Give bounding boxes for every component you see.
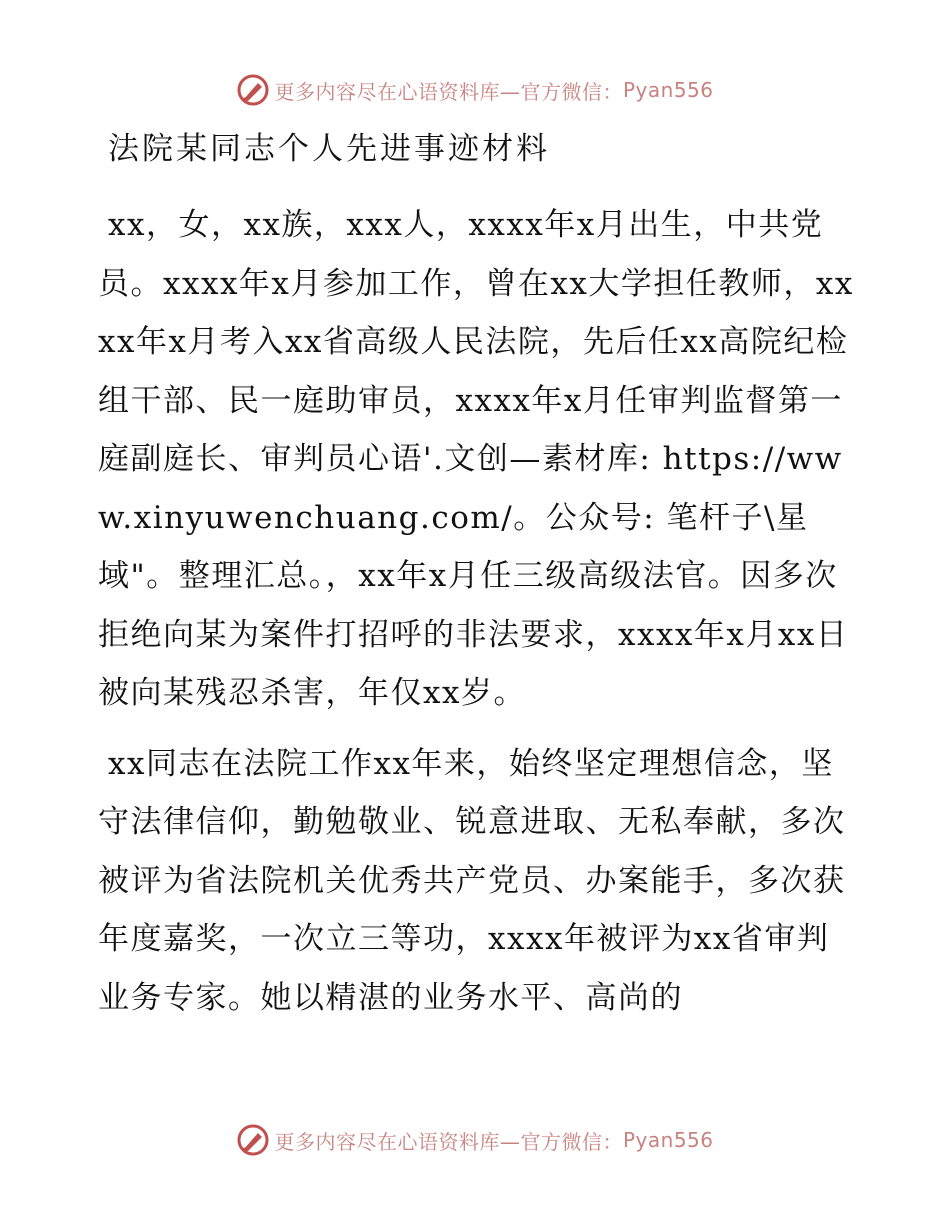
banner-wechat-id: Pyan556 — [622, 78, 714, 102]
pen-nib-logo-icon — [236, 73, 270, 107]
footer-watermark-banner — [0, 1118, 950, 1162]
pen-nib-logo-icon — [236, 1123, 270, 1157]
paragraph-1: xx，女，xx族，xxx人，xxxx年x月出生，中共党员。xxxx年x月参加工作，曾在xx大学担任教师，xxxx年x月考入xx省高级人民法院，先后任xx高院纪检组干部、民一庭助审员，xxxx年x月任审判监督第一庭副庭长、审判员心语'.文创—素材库: https://www.xinyuwenchuang.com/。公众号: 笔杆子\星域"。整理汇总。，xx年x月任三级高级法官。因多次拒绝向某为案件打招呼的非法要求，xxxx年x月xx日被向某残忍杀害，年仅xx岁。 — [98, 207, 854, 711]
paragraph-2: xx同志在法院工作xx年来，始终坚定理想信念，坚守法律信仰，勤勉敬业、锐意进取、无私奉献，多次被评为省法院机关优秀共产党员、办案能手，多次获年度嘉奖，一次立三等功，xxxx年被评为xx省审判业务专家。她以精湛的业务水平、高尚的 — [98, 745, 846, 1016]
document-title: 法院某同志个人先进事迹材料 — [108, 131, 550, 167]
banner-text: 更多内容尽在心语资料库—官方微信： — [274, 79, 623, 104]
banner-wechat-id: Pyan556 — [622, 1128, 714, 1152]
document-body — [98, 196, 860, 1039]
banner-text: 更多内容尽在心语资料库—官方微信： — [274, 1129, 623, 1154]
header-watermark-banner — [0, 68, 950, 112]
